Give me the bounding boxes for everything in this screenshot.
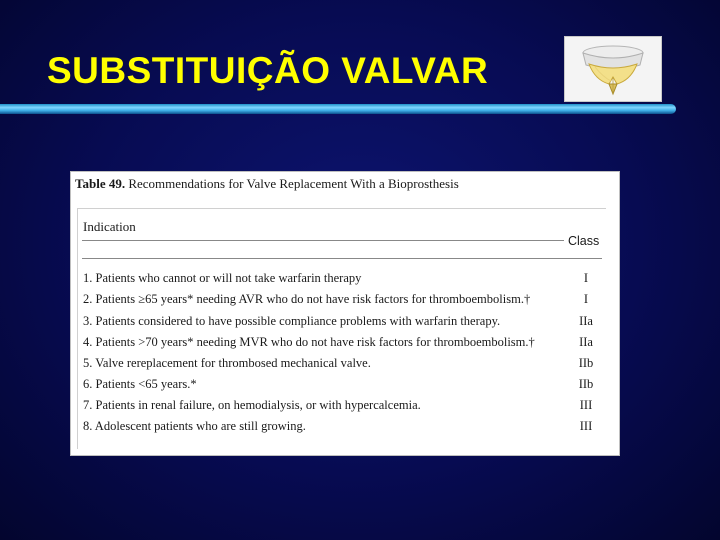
slide-title: SUBSTITUIÇÃO VALVAR (47, 50, 489, 91)
row-class: IIa (579, 335, 593, 349)
table-row (83, 314, 603, 335)
title-divider (0, 104, 676, 114)
table-row (83, 271, 603, 292)
bioprosthetic-valve-icon (565, 37, 661, 101)
table-row (83, 292, 603, 313)
table-row (83, 419, 603, 440)
table-caption-text: Recommendations for Valve Replacement With a Bioprosthesis (128, 176, 459, 191)
table-row (83, 398, 603, 419)
row-class: IIa (579, 314, 593, 328)
table-row (83, 356, 603, 377)
row-class: IIb (578, 356, 594, 370)
row-indication: 6. Patients <65 years.* (83, 377, 197, 391)
row-indication: 1. Patients who cannot or will not take warfarin therapy (83, 271, 362, 285)
row-class: III (579, 419, 593, 433)
header-rule (82, 240, 564, 241)
class-header: Class (568, 234, 600, 248)
table-body (77, 208, 606, 449)
table-caption (75, 176, 459, 192)
row-indication: 8. Adolescent patients who are still growing. (83, 419, 306, 433)
bioprosthetic-valve-image (564, 36, 662, 102)
row-indication: 7. Patients in renal failure, on hemodialysis, or with hypercalcemia. (83, 398, 421, 412)
row-indication: 5. Valve rereplacement for thrombosed mechanical valve. (83, 356, 371, 370)
table-caption-label: Table 49. (75, 176, 126, 191)
row-class: III (579, 398, 593, 412)
row-indication: 3. Patients considered to have possible compliance problems with warfarin therapy. (83, 314, 501, 328)
row-indication: 4. Patients >70 years* needing MVR who do not have risk factors for thromboembolism.† (83, 335, 535, 349)
row-indication: 2. Patients ≥65 years* needing AVR who do not have risk factors for thromboembolism.† (83, 292, 531, 306)
row-class: IIb (578, 377, 594, 391)
row-class: I (583, 292, 589, 306)
row-class: I (583, 271, 589, 285)
header-bottom-rule (82, 258, 602, 259)
recommendation-table-image (70, 171, 620, 456)
indication-header: Indication (83, 219, 136, 234)
table-row (83, 335, 603, 356)
table-row (83, 377, 603, 398)
